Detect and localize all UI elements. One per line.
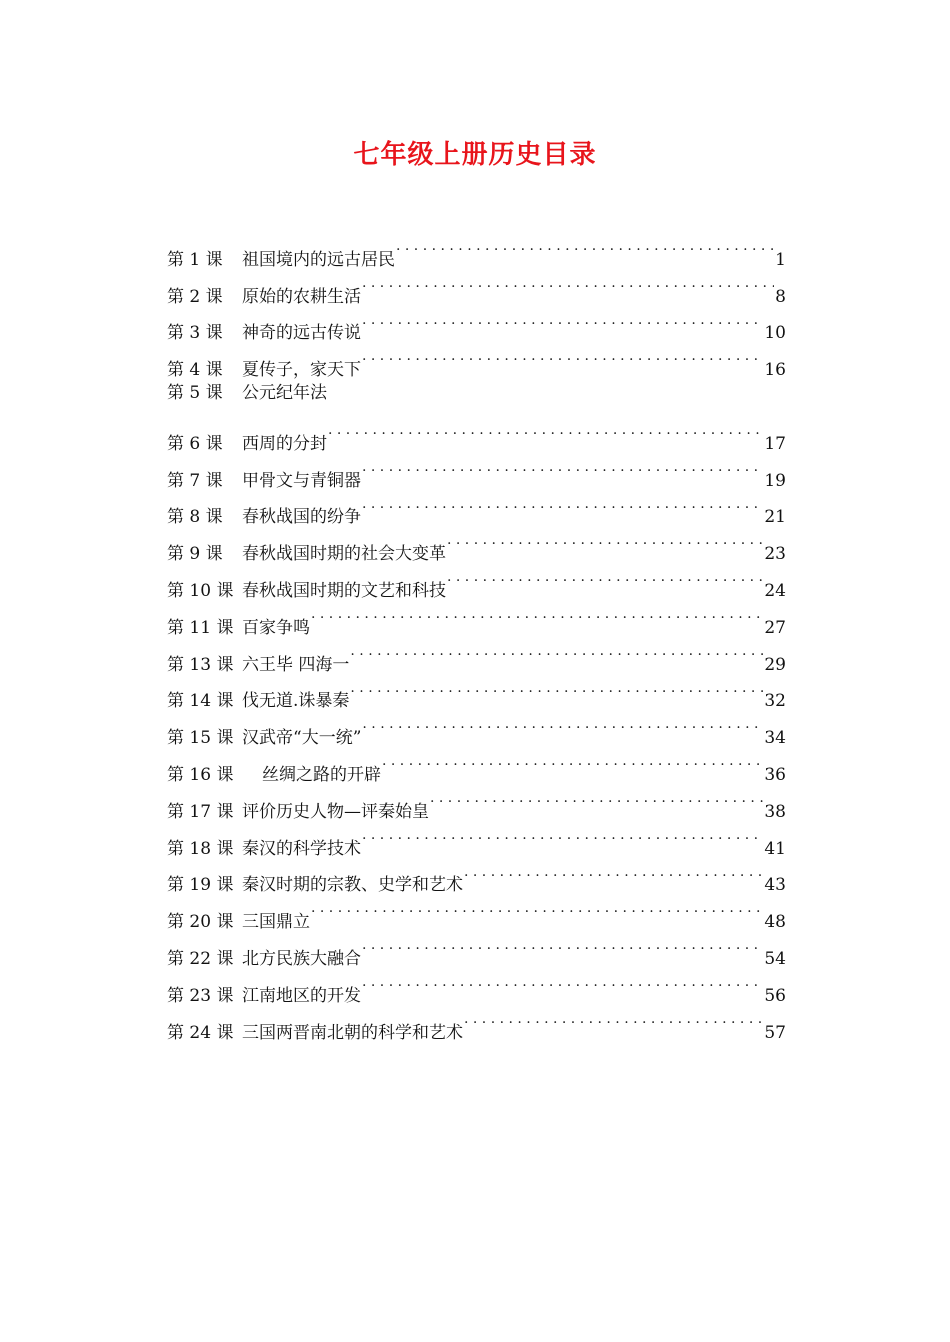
lesson-title: 夏传子，家天下 (242, 360, 361, 381)
lesson-title: 伐无道.诛暴秦 (242, 691, 350, 712)
dot-leader (382, 743, 763, 780)
page-number: 8 (775, 286, 786, 307)
toc-entry (167, 375, 786, 412)
lesson-title: 甲骨文与青铜器 (242, 470, 361, 491)
dot-leader (447, 522, 763, 559)
lesson-number: 第 17 课 (167, 801, 234, 822)
lesson-title: 西周的分封 (242, 433, 327, 454)
lesson-number: 第 5 课 (167, 383, 223, 404)
page-number: 10 (764, 323, 786, 344)
dot-leader (464, 854, 763, 891)
page-number: 19 (764, 470, 786, 491)
lesson-title: 三国鼎立 (242, 912, 310, 933)
page-number: 16 (764, 360, 786, 381)
page-number: 29 (764, 654, 786, 675)
lesson-title: 公元纪年法 (242, 383, 327, 404)
lesson-title: 丝绸之路的开辟 (262, 764, 381, 785)
dot-leader (447, 559, 763, 596)
dot-leader (328, 412, 763, 449)
lesson-number: 第 10 课 (167, 580, 234, 601)
dot-leader (430, 780, 763, 817)
lesson-number: 第 16 课 (167, 764, 234, 785)
lesson-number: 第 2 课 (167, 286, 223, 307)
dot-leader (350, 633, 763, 670)
lesson-number: 第 19 课 (167, 875, 234, 896)
lesson-number: 第 23 课 (167, 985, 234, 1006)
lesson-title: 六王毕 四海一 (242, 654, 350, 675)
lesson-number: 第 9 课 (167, 544, 223, 565)
toc-entry (167, 412, 786, 454)
page-number: 21 (764, 507, 786, 528)
dot-leader (362, 486, 763, 523)
lesson-number: 第 18 课 (167, 838, 234, 859)
page-number: 27 (764, 617, 786, 638)
dot-leader (311, 596, 763, 633)
page-number: 56 (764, 985, 786, 1006)
page-number: 41 (764, 838, 786, 859)
lesson-title: 三国两晋南北朝的科学和艺术 (242, 1022, 463, 1043)
dot-leader (362, 927, 763, 964)
lesson-title: 北方民族大融合 (242, 948, 361, 969)
dot-leader (362, 302, 763, 339)
page-number: 24 (764, 580, 786, 601)
lesson-title: 评价历史人物—评秦始皇 (242, 801, 429, 822)
dot-leader (311, 890, 763, 927)
lesson-title: 江南地区的开发 (242, 985, 361, 1006)
lesson-title: 春秋战国时期的社会大变革 (242, 544, 446, 565)
dot-leader (396, 228, 774, 265)
page-number: 48 (764, 912, 786, 933)
lesson-title: 汉武帝“大一统” (242, 728, 362, 749)
lesson-number: 第 20 课 (167, 912, 234, 933)
page-number: 23 (764, 544, 786, 565)
lesson-number: 第 7 课 (167, 470, 223, 491)
page-number: 38 (764, 801, 786, 822)
lesson-title: 神奇的远古传说 (242, 323, 361, 344)
dot-leader (362, 706, 763, 743)
lesson-number: 第 15 课 (167, 728, 234, 749)
lesson-title: 秦汉时期的宗教、史学和艺术 (242, 875, 463, 896)
table-of-contents (167, 228, 786, 1043)
lesson-number: 第 4 课 (167, 360, 223, 381)
lesson-title: 百家争鸣 (242, 617, 310, 638)
lesson-title: 春秋战国的纷争 (242, 507, 361, 528)
lesson-title: 祖国境内的远古居民 (242, 249, 395, 270)
lesson-number: 第 11 课 (167, 617, 234, 638)
lesson-number: 第 6 课 (167, 433, 223, 454)
lesson-number: 第 8 课 (167, 507, 223, 528)
lesson-number: 第 13 课 (167, 654, 234, 675)
page-number: 54 (764, 948, 786, 969)
page-number: 17 (764, 433, 786, 454)
toc-entry (167, 228, 786, 270)
page-number: 57 (764, 1022, 786, 1043)
page-number: 36 (764, 764, 786, 785)
page-number: 43 (764, 875, 786, 896)
dot-leader (362, 265, 774, 302)
dot-leader (362, 817, 763, 854)
lesson-number: 第 22 课 (167, 948, 234, 969)
page-number: 32 (764, 691, 786, 712)
lesson-title: 原始的农耕生活 (242, 286, 361, 307)
dot-leader (362, 338, 763, 375)
page-title: 七年级上册历史目录 (353, 140, 597, 170)
page-number: 1 (775, 249, 786, 270)
lesson-number: 第 1 课 (167, 249, 223, 270)
dot-leader (362, 449, 763, 486)
page-number: 34 (764, 728, 786, 749)
lesson-number: 第 14 课 (167, 691, 234, 712)
lesson-title: 秦汉的科学技术 (242, 838, 361, 859)
dot-leader (464, 1001, 763, 1038)
dot-leader (350, 670, 763, 707)
lesson-number: 第 24 课 (167, 1022, 234, 1043)
lesson-number: 第 3 课 (167, 323, 223, 344)
dot-leader (362, 964, 763, 1001)
lesson-title: 春秋战国时期的文艺和科技 (242, 580, 446, 601)
